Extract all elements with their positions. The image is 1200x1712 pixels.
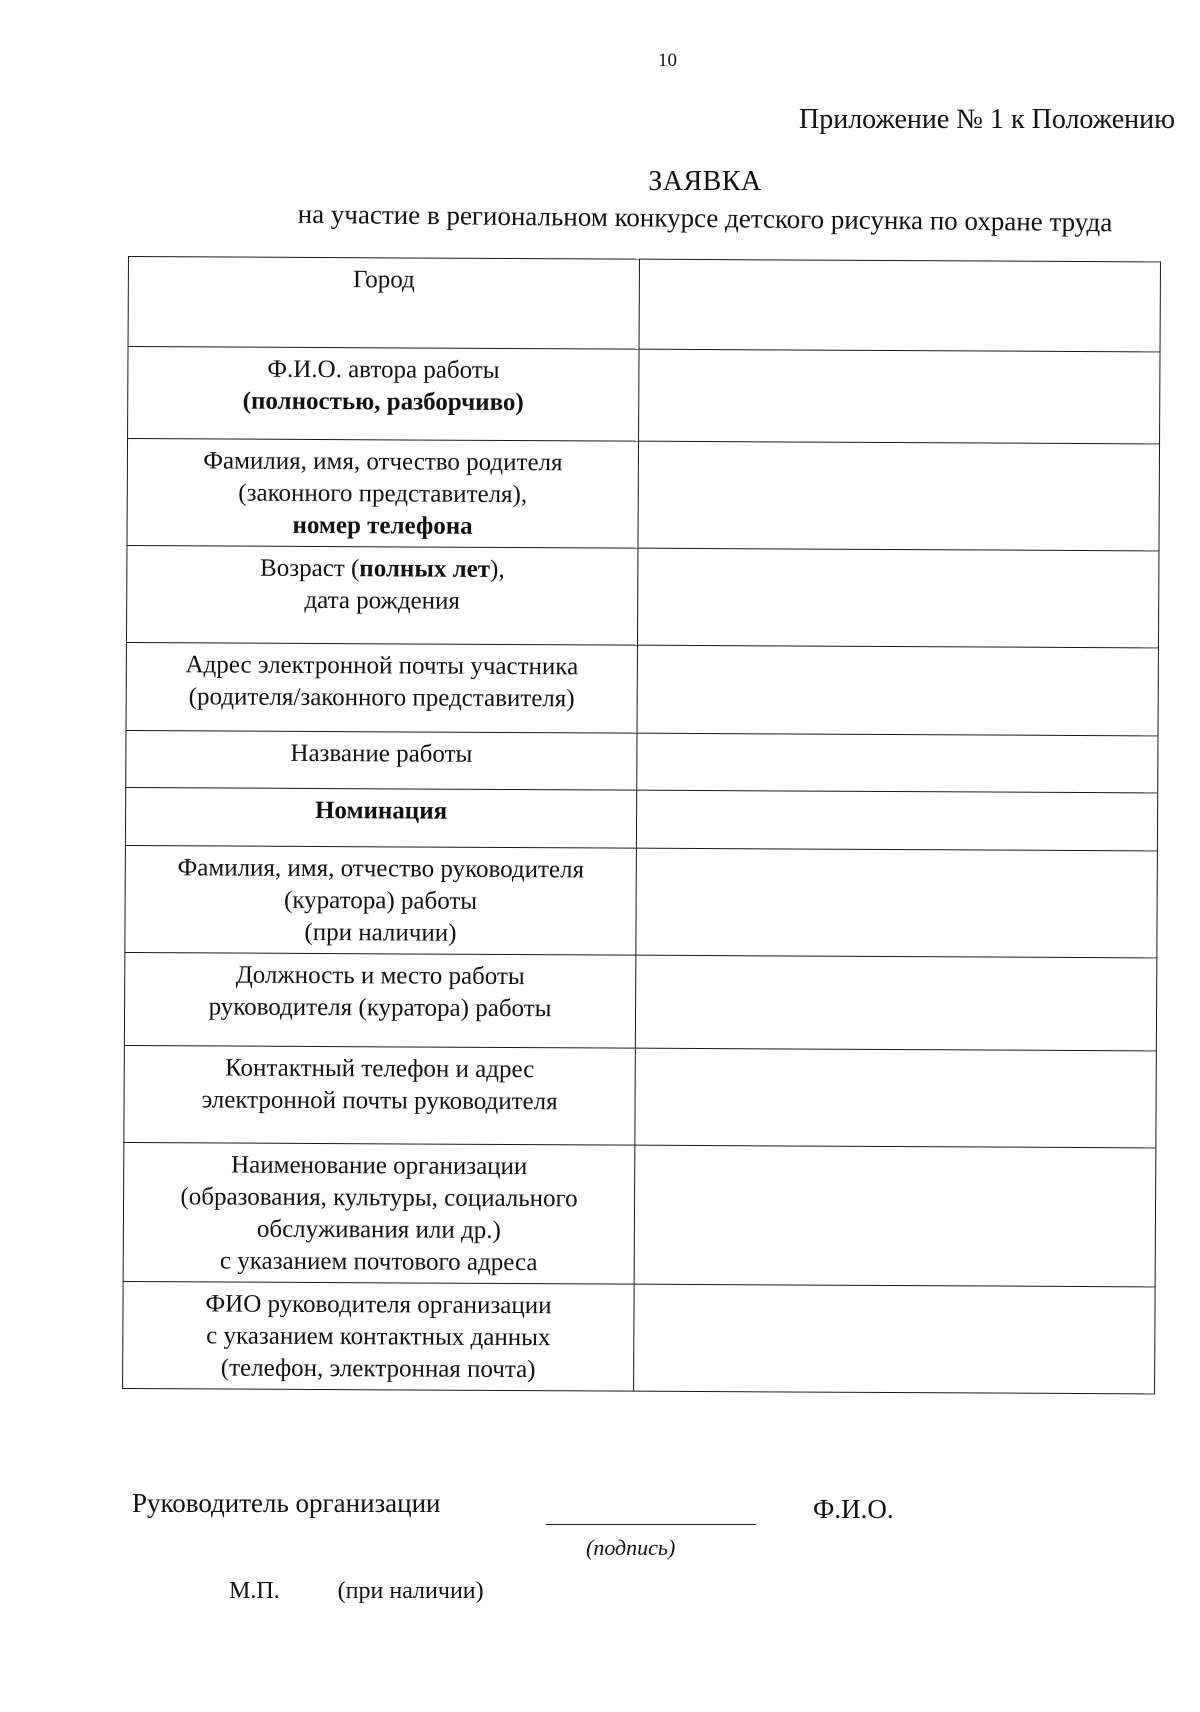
organization-name-value-field[interactable] [634,1145,1156,1287]
row-label-text: Контактный телефон и адрес [225,1054,535,1084]
supervisor-contacts-value-field[interactable] [635,1048,1157,1148]
form-row-supervisor-name [125,845,1158,957]
signature-caption: (подпись) [586,1535,676,1560]
row-label-text-bold: номер телефона [292,511,473,540]
signature-fio-label: Ф.И.О. [813,1494,894,1524]
row-label-text: ФИО руководителя организации [205,1290,552,1320]
signature-line[interactable] [546,1524,756,1525]
form-row-label [125,787,636,848]
row-label-text: дата рождения [304,586,461,615]
row-label-text: Ф.И.О. автора работы [267,355,500,384]
row-label-text: Фамилия, имя, отчество родителя [203,447,563,477]
row-label-text-bold: (полностью, разборчиво) [242,387,524,417]
form-row-city [128,257,1160,352]
form-row-work-title [126,730,1158,792]
form-row-age [126,545,1158,647]
appendix-label: Приложение № 1 к Положению [799,104,1176,135]
form-row-supervisor-position [124,952,1156,1050]
row-label-text: Название работы [290,739,473,768]
signature-block [132,1488,1132,1568]
row-label-text: Фамилия, имя, отчество руководителя [177,854,585,884]
form-row-label [127,439,639,549]
form-subtitle: на участие в региональном конкурсе детского рисунка по охране труда [297,198,1113,238]
form-row-supervisor-contacts [124,1045,1156,1147]
row-label-text: с указанием почтового адреса [219,1247,538,1277]
signature-label: Руководитель организации [132,1488,441,1518]
form-row-nomination [125,787,1157,850]
organization-head-value-field[interactable] [634,1284,1156,1394]
form-row-label [126,730,637,790]
form-row-organization-name [123,1142,1156,1286]
city-value-field[interactable] [639,259,1160,352]
row-label-text: с указанием контактных данных [206,1322,551,1352]
parent-name-value-field[interactable] [638,441,1160,551]
row-label-text: (при наличии) [304,918,457,947]
nomination-value-field[interactable] [636,790,1157,851]
age-value-field[interactable] [637,548,1159,648]
row-label-text-bold: Номинация [314,796,448,825]
application-form-table [122,256,1161,1394]
row-label-text: электронной почты руководителя [201,1086,558,1116]
participant-email-value-field[interactable] [637,645,1158,736]
row-label-text: (куратора) работы [284,886,478,915]
form-row-label [123,1281,635,1391]
form-row-label [124,1045,636,1145]
row-label-text-bold: полных лет [359,555,491,583]
row-label-text: руководителя (куратора) работы [208,993,552,1023]
row-label-text: ), [489,555,505,583]
stamp-note: (при наличии) [337,1578,484,1604]
stamp-block [229,1578,484,1605]
form-row-label [123,1142,635,1284]
form-row-label [124,952,635,1048]
row-label-text: обслуживания или др.) [256,1215,501,1244]
form-row-parent-name [127,439,1160,551]
row-label-text: Город [352,266,415,294]
row-label-text: (родителя/законного представителя) [188,683,575,713]
row-label-text: (законного представителя), [238,479,528,509]
form-row-label [128,347,639,442]
supervisor-name-value-field[interactable] [636,848,1158,958]
row-label-text: Адрес электронной почты участника [185,651,579,681]
form-row-label [126,642,637,733]
row-label-text: Возраст ( [260,554,360,583]
form-row-organization-head [123,1281,1156,1393]
form-row-author-name [128,347,1160,444]
work-title-value-field[interactable] [637,733,1158,793]
form-row-label [128,257,639,350]
row-label-text: (телефон, электронная почта) [220,1354,536,1384]
row-label-text: Наименование организации [231,1151,528,1181]
form-row-label [125,845,637,955]
row-label-text: Должность и место работы [235,961,525,991]
supervisor-position-value-field[interactable] [635,955,1156,1051]
form-title: ЗАЯВКА [648,166,762,197]
form-row-participant-email [126,642,1158,735]
page-number: 10 [658,50,677,71]
author-name-value-field[interactable] [639,349,1160,444]
form-row-label [126,545,638,645]
stamp-label: М.П. [229,1578,280,1604]
row-label-text: (образования, культуры, социального [180,1183,578,1213]
row-label-text-mixed [127,552,637,587]
